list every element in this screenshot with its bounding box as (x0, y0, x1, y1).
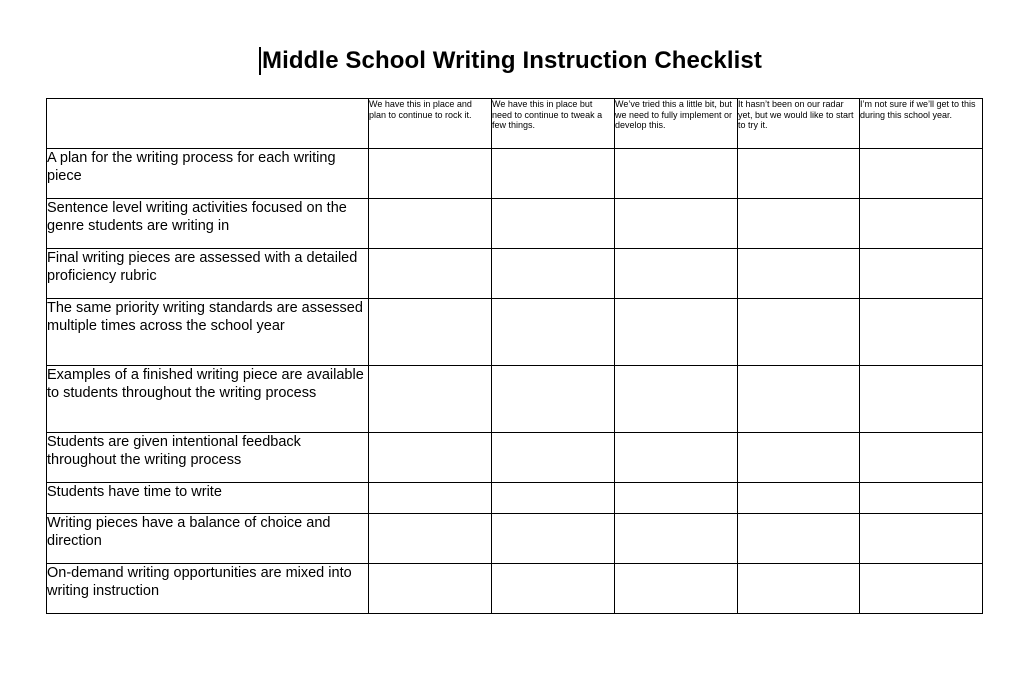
checklist-cell[interactable] (492, 149, 615, 199)
checklist-cell[interactable] (492, 199, 615, 249)
header-cell-start: It hasn’t been on our radar yet, but we would like to start to try it. (738, 99, 860, 149)
checklist-cell[interactable] (615, 514, 738, 564)
checklist-cell[interactable] (492, 514, 615, 564)
header-cell-develop: We’ve tried this a little bit, but we need to fully implement or develop this. (615, 99, 738, 149)
checklist-cell[interactable] (860, 433, 983, 483)
table-row (47, 199, 983, 249)
checklist-cell[interactable] (738, 199, 860, 249)
row-item-label: A plan for the writing process for each writing piece (47, 149, 369, 199)
checklist-cell[interactable] (615, 433, 738, 483)
table-row (47, 366, 983, 433)
checklist-cell[interactable] (860, 299, 983, 366)
checklist-cell[interactable] (369, 483, 492, 514)
row-item-label: The same priority writing standards are assessed multiple times across the school year (47, 299, 369, 366)
row-item-label: Students are given intentional feedback throughout the writing process (47, 433, 369, 483)
checklist-cell[interactable] (738, 483, 860, 514)
row-item-label: Final writing pieces are assessed with a detailed proficiency rubric (47, 249, 369, 299)
checklist-cell[interactable] (738, 366, 860, 433)
checklist-cell[interactable] (369, 199, 492, 249)
checklist-cell[interactable] (738, 149, 860, 199)
checklist-cell[interactable] (615, 564, 738, 614)
checklist-cell[interactable] (369, 299, 492, 366)
title-area (0, 44, 1024, 78)
checklist-cell[interactable] (492, 433, 615, 483)
checklist-cell[interactable] (492, 249, 615, 299)
checklist-cell[interactable] (492, 366, 615, 433)
checklist-cell[interactable] (738, 433, 860, 483)
checklist-cell[interactable] (492, 483, 615, 514)
header-cell-tweak: We have this in place but need to continue to tweak a few things. (492, 99, 615, 149)
checklist-cell[interactable] (369, 249, 492, 299)
table-row (47, 249, 983, 299)
checklist-cell[interactable] (860, 514, 983, 564)
checklist-cell[interactable] (615, 199, 738, 249)
header-row (47, 99, 983, 149)
checklist-cell[interactable] (615, 483, 738, 514)
table-row (47, 483, 983, 514)
checklist-cell[interactable] (860, 249, 983, 299)
row-item-label: Writing pieces have a balance of choice and direction (47, 514, 369, 564)
table-row (47, 149, 983, 199)
checklist-cell[interactable] (860, 149, 983, 199)
checklist-cell[interactable] (615, 149, 738, 199)
checklist-cell[interactable] (615, 299, 738, 366)
table-row (47, 514, 983, 564)
row-item-label: Sentence level writing activities focused on the genre students are writing in (47, 199, 369, 249)
checklist-cell[interactable] (615, 249, 738, 299)
checklist-cell[interactable] (738, 249, 860, 299)
checklist-cell[interactable] (860, 483, 983, 514)
header-cell-keep: We have this in place and plan to continue to rock it. (369, 99, 492, 149)
row-item-label: On-demand writing opportunities are mixed into writing instruction (47, 564, 369, 614)
checklist-cell[interactable] (492, 564, 615, 614)
table-row (47, 564, 983, 614)
checklist-cell[interactable] (860, 564, 983, 614)
table-row (47, 299, 983, 366)
table-row (47, 433, 983, 483)
checklist-cell[interactable] (369, 564, 492, 614)
checklist-cell[interactable] (369, 433, 492, 483)
checklist-cell[interactable] (860, 199, 983, 249)
checklist-cell[interactable] (738, 564, 860, 614)
row-item-label: Examples of a finished writing piece are available to students throughout the writing process (47, 366, 369, 433)
checklist-cell[interactable] (738, 299, 860, 366)
checklist-cell[interactable] (860, 366, 983, 433)
checklist-cell[interactable] (369, 366, 492, 433)
checklist-cell[interactable] (369, 149, 492, 199)
row-item-label: Students have time to write (47, 483, 369, 514)
checklist-table (46, 98, 983, 614)
text-cursor (259, 47, 261, 75)
checklist-cell[interactable] (738, 514, 860, 564)
header-cell-blank (47, 99, 369, 149)
checklist-cell[interactable] (492, 299, 615, 366)
checklist-cell[interactable] (369, 514, 492, 564)
document-title (262, 44, 762, 78)
checklist-cell[interactable] (615, 366, 738, 433)
document-title-text: Middle School Writing Instruction Checklist (262, 47, 762, 74)
header-cell-unsure: I’m not sure if we’ll get to this during this school year. (860, 99, 983, 149)
